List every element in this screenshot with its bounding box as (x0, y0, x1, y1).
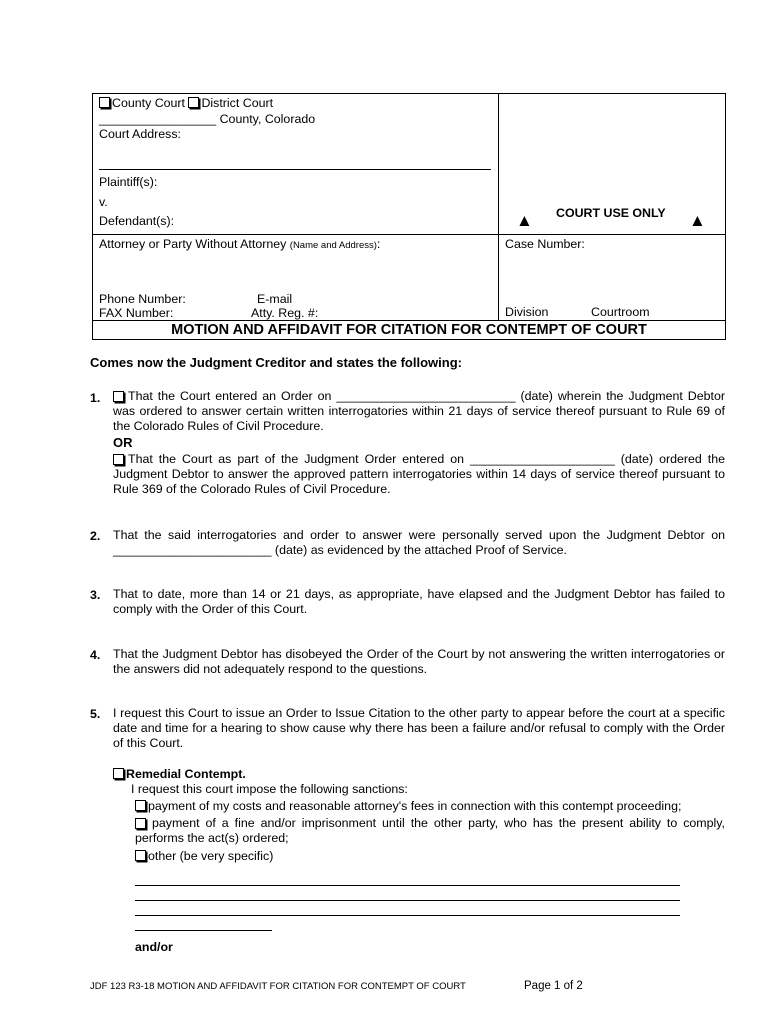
district-court-checkbox[interactable] (188, 97, 199, 108)
court-type-row (99, 96, 273, 111)
plaintiffs-label: Plaintiff(s): (99, 175, 158, 189)
atty-reg-label: Atty. Reg. #: (251, 306, 319, 320)
footer-form-id: JDF 123 R3-18 MOTION AND AFFIDAVIT FOR CITATION FOR CONTEMPT OF COURT (90, 981, 466, 992)
caption-divider-horizontal (93, 234, 725, 235)
caption-divider-vertical (498, 94, 499, 321)
court-address-label: Court Address: (99, 127, 181, 141)
fax-label: FAX Number: (99, 306, 174, 320)
arrow-up-right-icon: ▲ (689, 211, 706, 230)
county-row (99, 112, 315, 127)
remedial-checkbox[interactable] (113, 768, 124, 779)
item-4-text: That the Judgment Debtor has disobeyed the Order of the Court by not answering the written interrogatories or the answers did not adequately respond to the questions. (113, 647, 725, 676)
court-address-line[interactable] (99, 169, 491, 170)
sanction-2-checkbox[interactable] (135, 818, 146, 829)
item-1a-content: That the Court entered an Order on __________________________ (date) wherein the Judgment Debtor was ordered to answer certain written interrogatories within 21 days of service thereof pursuant to Rule 69 of the Colorado Rules of Civil Procedure. (113, 389, 725, 433)
specify-line-1[interactable] (135, 885, 680, 886)
sanction-3-checkbox[interactable] (135, 850, 146, 861)
item-1b-checkbox[interactable] (113, 454, 124, 465)
remedial-heading-row (113, 767, 246, 782)
email-label: E-mail (257, 292, 293, 306)
district-court-label: District Court (201, 96, 274, 110)
sanction-2-row (135, 816, 725, 846)
sanction-2-text: payment of a fine and/or imprisonment until the other party, who has the present ability to comply, performs the act(s) ordered; (135, 816, 725, 845)
item-3-number: 3. (90, 588, 101, 602)
item-1-number: 1. (90, 391, 101, 405)
attorney-colon: : (376, 237, 381, 251)
county-colorado-label: County, Colorado (219, 112, 316, 126)
county-court-label: County Court (112, 96, 186, 110)
sanction-1-checkbox[interactable] (135, 800, 146, 811)
sanction-1-text: payment of my costs and reasonable attorney's fees in connection with this contempt proceeding; (148, 799, 682, 813)
remedial-heading: Remedial Contempt. (126, 767, 246, 781)
sanction-1-row (135, 799, 681, 814)
specify-line-3[interactable] (135, 915, 680, 916)
footer-page-number: Page 1 of 2 (524, 980, 583, 992)
case-number-label: Case Number: (505, 237, 585, 251)
phone-label: Phone Number: (99, 292, 186, 306)
sanction-3-text: other (be very specific) (148, 849, 274, 863)
or-label: OR (113, 435, 133, 450)
attorney-label: Attorney or Party Without Attorney (99, 237, 287, 251)
intro-statement: Comes now the Judgment Creditor and states the following: (90, 355, 462, 370)
versus-label: v. (99, 195, 108, 209)
division-label: Division (505, 305, 549, 319)
courtroom-label: Courtroom (591, 305, 650, 319)
item-2-text: That the said interrogatories and order to answer were personally served upon the Judgment Debtor on _______________________ (date) as evidenced by the attached Proof of Service. (113, 528, 725, 557)
sanction-3-row (135, 849, 273, 864)
arrow-up-left-icon: ▲ (516, 211, 533, 230)
item-1a-checkbox[interactable] (113, 391, 124, 402)
county-court-checkbox[interactable] (99, 97, 110, 108)
county-blank[interactable]: _________________ (99, 112, 217, 126)
item-1b-content: That the Court as part of the Judgment Order entered on _____________________ (date) ordered the Judgment Debtor to answer the approved pattern interrogatories within 14 days of service thereof pursuant to Rule 369 of the Colorado Rules of Civil Procedure. (113, 452, 725, 496)
attorney-row (99, 237, 380, 253)
court-use-only-label: COURT USE ONLY (556, 206, 666, 220)
item-1a-text (113, 389, 725, 434)
attorney-note: (Name and Address) (289, 240, 377, 251)
item-1b-text (113, 452, 725, 497)
andor-label: and/or (135, 940, 173, 954)
item-3-text: That to date, more than 14 or 21 days, as appropriate, have elapsed and the Judgment Debtor has failed to comply with the Order of this Court. (113, 587, 725, 616)
item-5-number: 5. (90, 707, 101, 721)
item-2-number: 2. (90, 529, 101, 543)
item-5-text: I request this Court to issue an Order to Issue Citation to the other party to appear before the court at a specific date and time for a hearing to show cause why there has been a failure and/or refusal to comply with the Order of this Court. (113, 706, 725, 750)
caption-box (92, 93, 726, 340)
defendants-label: Defendant(s): (99, 214, 175, 228)
item-4-number: 4. (90, 648, 101, 662)
remedial-intro: I request this court impose the following sanctions: (131, 782, 408, 796)
specify-line-4[interactable] (135, 930, 272, 931)
document-title: MOTION AND AFFIDAVIT FOR CITATION FOR CONTEMPT OF COURT (171, 322, 647, 338)
specify-line-2[interactable] (135, 900, 680, 901)
